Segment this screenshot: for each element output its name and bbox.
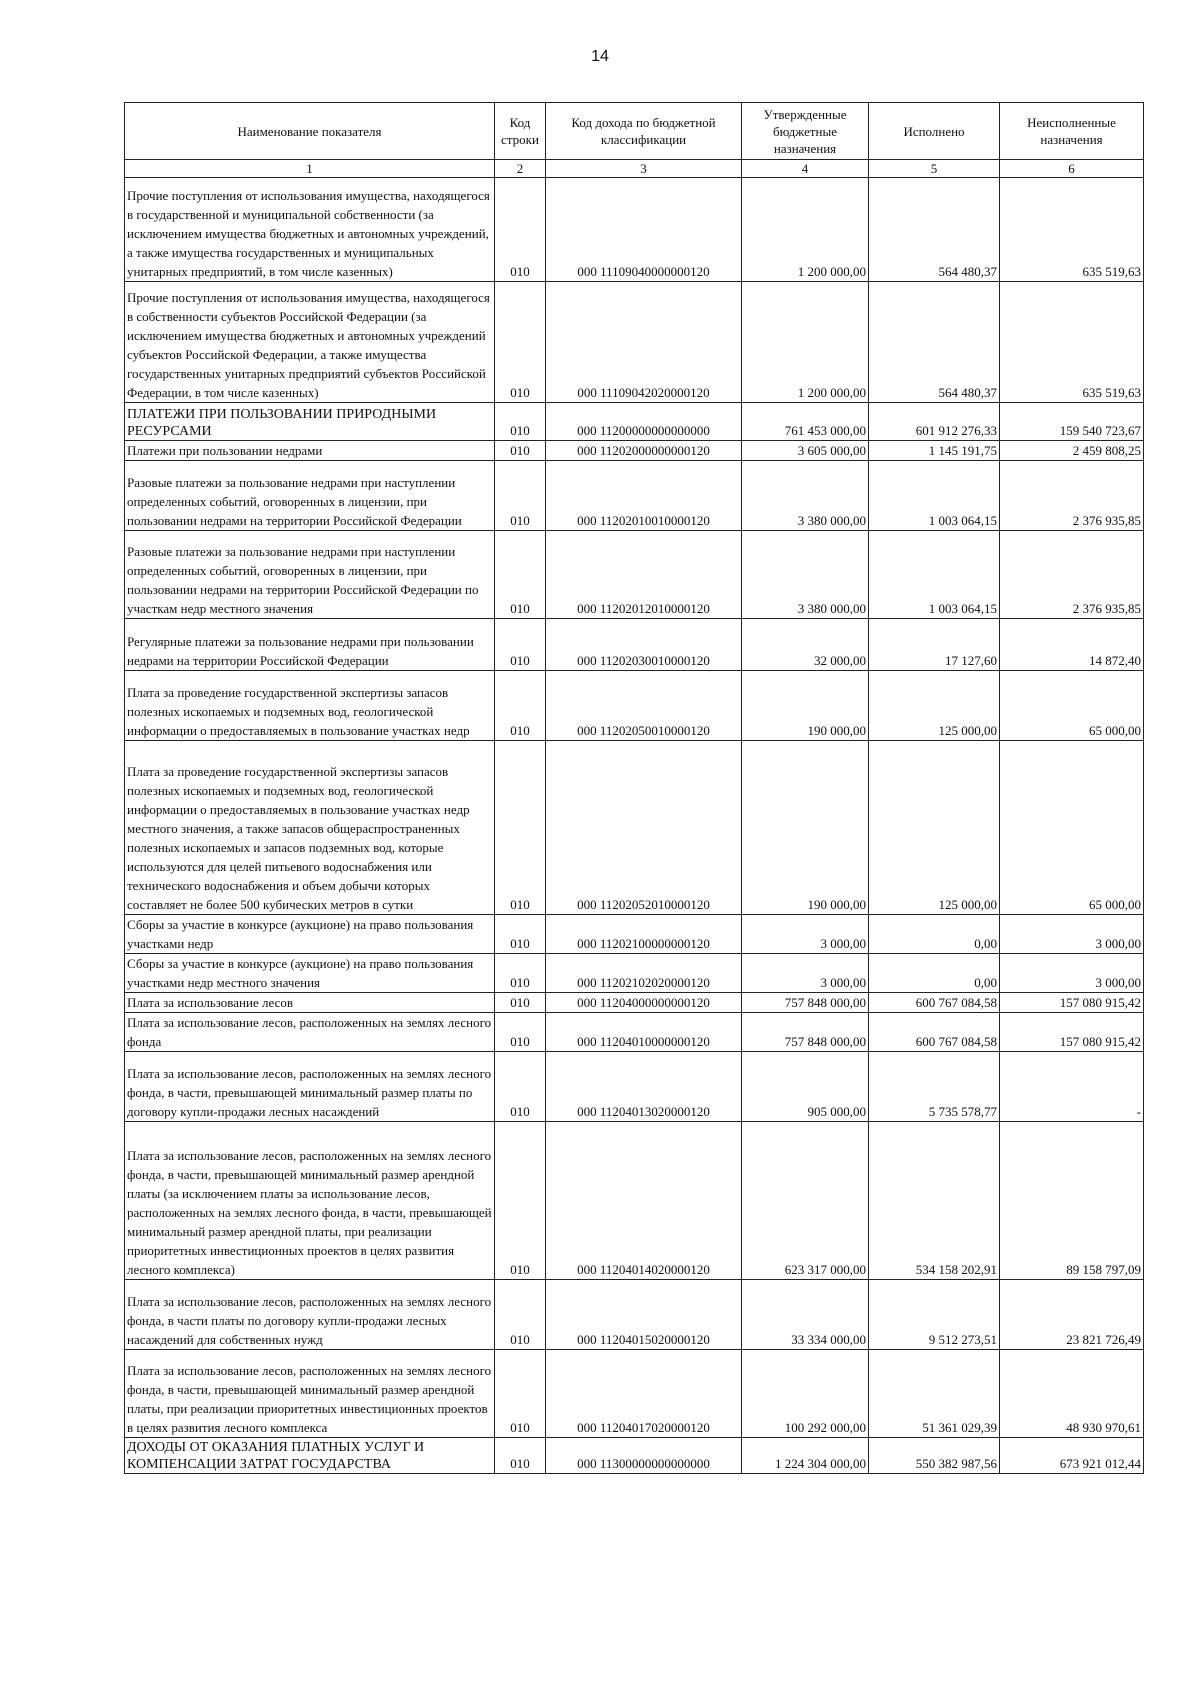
line-code-cell: 010 — [495, 1052, 546, 1122]
table-row — [125, 671, 1144, 741]
indicator-name-cell: Платежи при пользовании недрами — [125, 441, 495, 461]
table-row — [125, 1052, 1144, 1122]
income-code-cell: 000 11204017020000120 — [546, 1350, 742, 1438]
approved-amount-cell: 32 000,00 — [742, 619, 869, 671]
line-code-cell: 010 — [495, 441, 546, 461]
line-code-cell: 010 — [495, 403, 546, 441]
approved-amount-cell: 3 000,00 — [742, 915, 869, 954]
executed-amount-cell: 564 480,37 — [869, 282, 1000, 403]
line-code-cell: 010 — [495, 741, 546, 915]
table-row — [125, 461, 1144, 531]
unexecuted-amount-cell: 14 872,40 — [1000, 619, 1144, 671]
line-code-cell: 010 — [495, 178, 546, 282]
income-code-cell: 000 11204014020000120 — [546, 1122, 742, 1280]
table-row — [125, 1350, 1144, 1438]
approved-amount-cell: 33 334 000,00 — [742, 1280, 869, 1350]
table-row — [125, 1438, 1144, 1474]
header-approved: Утвержденные бюджетные назначения — [742, 103, 869, 160]
approved-amount-cell: 3 380 000,00 — [742, 461, 869, 531]
table-row — [125, 1122, 1144, 1280]
table-row — [125, 1280, 1144, 1350]
line-code-cell: 010 — [495, 1013, 546, 1052]
income-code-cell: 000 11204010000000120 — [546, 1013, 742, 1052]
executed-amount-cell: 125 000,00 — [869, 671, 1000, 741]
line-code-cell: 010 — [495, 461, 546, 531]
unexecuted-amount-cell: - — [1000, 1052, 1144, 1122]
unexecuted-amount-cell: 2 459 808,25 — [1000, 441, 1144, 461]
approved-amount-cell: 905 000,00 — [742, 1052, 869, 1122]
income-code-cell: 000 11204013020000120 — [546, 1052, 742, 1122]
page-number: 14 — [591, 48, 609, 65]
executed-amount-cell: 51 361 029,39 — [869, 1350, 1000, 1438]
unexecuted-amount-cell: 157 080 915,42 — [1000, 1013, 1144, 1052]
unexecuted-amount-cell: 48 930 970,61 — [1000, 1350, 1144, 1438]
unexecuted-amount-cell: 159 540 723,67 — [1000, 403, 1144, 441]
executed-amount-cell: 564 480,37 — [869, 178, 1000, 282]
table-row — [125, 993, 1144, 1013]
unexecuted-amount-cell: 65 000,00 — [1000, 671, 1144, 741]
column-number: 6 — [1000, 160, 1144, 178]
executed-amount-cell: 1 003 064,15 — [869, 531, 1000, 619]
indicator-name-cell: Сборы за участие в конкурсе (аукционе) на право пользования участками недр — [125, 915, 495, 954]
table-row — [125, 282, 1144, 403]
line-code-cell: 010 — [495, 282, 546, 403]
approved-amount-cell: 623 317 000,00 — [742, 1122, 869, 1280]
indicator-name-cell: Плата за использование лесов, расположенных на землях лесного фонда, в части, превышающей минимальный размер арендной платы, при реализации приоритетных инвестиционных проектов в целях развития лесного комплекса — [125, 1350, 495, 1438]
column-numbers-row — [125, 160, 1144, 178]
executed-amount-cell: 9 512 273,51 — [869, 1280, 1000, 1350]
column-number: 5 — [869, 160, 1000, 178]
unexecuted-amount-cell: 65 000,00 — [1000, 741, 1144, 915]
approved-amount-cell: 190 000,00 — [742, 671, 869, 741]
table-row — [125, 441, 1144, 461]
approved-amount-cell: 761 453 000,00 — [742, 403, 869, 441]
approved-amount-cell: 3 000,00 — [742, 954, 869, 993]
table-row — [125, 178, 1144, 282]
approved-amount-cell: 757 848 000,00 — [742, 993, 869, 1013]
indicator-name-cell: Разовые платежи за пользование недрами при наступлении определенных событий, оговоренных в лицензии, при пользовании недрами на территории Российской Федерации — [125, 461, 495, 531]
income-table — [124, 102, 1144, 1474]
line-code-cell: 010 — [495, 954, 546, 993]
income-code-cell: 000 11202010010000120 — [546, 461, 742, 531]
approved-amount-cell: 757 848 000,00 — [742, 1013, 869, 1052]
header-indicator-name: Наименование показателя — [125, 103, 495, 160]
unexecuted-amount-cell: 3 000,00 — [1000, 954, 1144, 993]
income-code-cell: 000 11109040000000120 — [546, 178, 742, 282]
income-code-cell: 000 11202050010000120 — [546, 671, 742, 741]
table-row — [125, 403, 1144, 441]
income-code-cell: 000 11202030010000120 — [546, 619, 742, 671]
executed-amount-cell: 601 912 276,33 — [869, 403, 1000, 441]
executed-amount-cell: 600 767 084,58 — [869, 993, 1000, 1013]
executed-amount-cell: 534 158 202,91 — [869, 1122, 1000, 1280]
indicator-name-cell: Плата за использование лесов, расположенных на землях лесного фонда, в части, превышающей минимальный размер арендной платы (за исключением платы за использование лесов, расположенных на землях лесного фонда, в части, превышающей минимальный размер арендной платы, при реализации приоритетных инвестиционных проектов в целях развития лесного комплекса) — [125, 1122, 495, 1280]
unexecuted-amount-cell: 89 158 797,09 — [1000, 1122, 1144, 1280]
unexecuted-amount-cell: 635 519,63 — [1000, 282, 1144, 403]
unexecuted-amount-cell: 3 000,00 — [1000, 915, 1144, 954]
approved-amount-cell: 1 224 304 000,00 — [742, 1438, 869, 1474]
income-code-cell: 000 11202012010000120 — [546, 531, 742, 619]
unexecuted-amount-cell: 23 821 726,49 — [1000, 1280, 1144, 1350]
indicator-name-cell: Плата за проведение государственной экспертизы запасов полезных ископаемых и подземных вод, геологической информации о предоставляемых в пользование участках недр местного значения, а также запасов общераспространенных полезных ископаемых и запасов подземных вод, которые используются для целей питьевого водоснабжения или технического водоснабжения и объем добычи которых составляет не более 500 кубических метров в сутки — [125, 741, 495, 915]
line-code-cell: 010 — [495, 1350, 546, 1438]
column-number: 2 — [495, 160, 546, 178]
indicator-name-cell: Плата за использование лесов — [125, 993, 495, 1013]
income-code-cell: 000 11202100000000120 — [546, 915, 742, 954]
approved-amount-cell: 190 000,00 — [742, 741, 869, 915]
line-code-cell: 010 — [495, 993, 546, 1013]
line-code-cell: 010 — [495, 619, 546, 671]
income-code-cell: 000 11202102020000120 — [546, 954, 742, 993]
indicator-name-cell: ДОХОДЫ ОТ ОКАЗАНИЯ ПЛАТНЫХ УСЛУГ И КОМПЕНСАЦИИ ЗАТРАТ ГОСУДАРСТВА — [125, 1438, 495, 1474]
executed-amount-cell: 0,00 — [869, 915, 1000, 954]
line-code-cell: 010 — [495, 1122, 546, 1280]
approved-amount-cell: 1 200 000,00 — [742, 178, 869, 282]
header-unexecuted: Неисполненные назначения — [1000, 103, 1144, 160]
column-number: 3 — [546, 160, 742, 178]
table-row — [125, 741, 1144, 915]
executed-amount-cell: 1 003 064,15 — [869, 461, 1000, 531]
indicator-name-cell: Разовые платежи за пользование недрами при наступлении определенных событий, оговоренных в лицензии, при пользовании недрами на территории Российской Федерации по участкам недр местного значения — [125, 531, 495, 619]
table-row — [125, 531, 1144, 619]
indicator-name-cell: Сборы за участие в конкурсе (аукционе) на право пользования участками недр местного значения — [125, 954, 495, 993]
executed-amount-cell: 0,00 — [869, 954, 1000, 993]
table-row — [125, 1013, 1144, 1052]
column-number: 4 — [742, 160, 869, 178]
income-code-cell: 000 11204015020000120 — [546, 1280, 742, 1350]
executed-amount-cell: 600 767 084,58 — [869, 1013, 1000, 1052]
income-code-cell: 000 11109042020000120 — [546, 282, 742, 403]
line-code-cell: 010 — [495, 915, 546, 954]
executed-amount-cell: 17 127,60 — [869, 619, 1000, 671]
approved-amount-cell: 100 292 000,00 — [742, 1350, 869, 1438]
indicator-name-cell: Прочие поступления от использования имущества, находящегося в собственности субъектов Российской Федерации (за исключением имущества бюджетных и автономных учреждений субъектов Российской Федерации, а также имущества государственных унитарных предприятий субъектов Российской Федерации, в том числе казенных) — [125, 282, 495, 403]
income-code-cell: 000 11204000000000120 — [546, 993, 742, 1013]
unexecuted-amount-cell: 157 080 915,42 — [1000, 993, 1144, 1013]
executed-amount-cell: 550 382 987,56 — [869, 1438, 1000, 1474]
approved-amount-cell: 3 605 000,00 — [742, 441, 869, 461]
indicator-name-cell: Регулярные платежи за пользование недрами при пользовании недрами на территории Российской Федерации — [125, 619, 495, 671]
unexecuted-amount-cell: 635 519,63 — [1000, 178, 1144, 282]
indicator-name-cell: Плата за использование лесов, расположенных на землях лесного фонда, в части платы по договору купли-продажи лесных насаждений для собственных нужд — [125, 1280, 495, 1350]
income-code-cell: 000 11200000000000000 — [546, 403, 742, 441]
indicator-name-cell: Плата за использование лесов, расположенных на землях лесного фонда, в части, превышающей минимальный размер платы по договору купли-продажи лесных насаждений — [125, 1052, 495, 1122]
column-number: 1 — [125, 160, 495, 178]
indicator-name-cell: ПЛАТЕЖИ ПРИ ПОЛЬЗОВАНИИ ПРИРОДНЫМИ РЕСУРСАМИ — [125, 403, 495, 441]
line-code-cell: 010 — [495, 1438, 546, 1474]
line-code-cell: 010 — [495, 531, 546, 619]
income-code-cell: 000 11202000000000120 — [546, 441, 742, 461]
approved-amount-cell: 3 380 000,00 — [742, 531, 869, 619]
header-income-code: Код дохода по бюджетной классификации — [546, 103, 742, 160]
header-executed: Исполнено — [869, 103, 1000, 160]
table-row — [125, 954, 1144, 993]
executed-amount-cell: 5 735 578,77 — [869, 1052, 1000, 1122]
unexecuted-amount-cell: 2 376 935,85 — [1000, 461, 1144, 531]
table-body — [125, 160, 1144, 1474]
executed-amount-cell: 1 145 191,75 — [869, 441, 1000, 461]
unexecuted-amount-cell: 673 921 012,44 — [1000, 1438, 1144, 1474]
table-row — [125, 915, 1144, 954]
line-code-cell: 010 — [495, 1280, 546, 1350]
header-line-code: Код строки — [495, 103, 546, 160]
header-row — [125, 103, 1144, 160]
income-code-cell: 000 11202052010000120 — [546, 741, 742, 915]
unexecuted-amount-cell: 2 376 935,85 — [1000, 531, 1144, 619]
indicator-name-cell: Плата за проведение государственной экспертизы запасов полезных ископаемых и подземных вод, геологической информации о предоставляемых в пользование участках недр — [125, 671, 495, 741]
executed-amount-cell: 125 000,00 — [869, 741, 1000, 915]
indicator-name-cell: Прочие поступления от использования имущества, находящегося в государственной и муниципальной собственности (за исключением имущества бюджетных и автономных учреждений, а также имущества государственных и муниципальных унитарных предприятий, в том числе казенных) — [125, 178, 495, 282]
indicator-name-cell: Плата за использование лесов, расположенных на землях лесного фонда — [125, 1013, 495, 1052]
income-code-cell: 000 11300000000000000 — [546, 1438, 742, 1474]
line-code-cell: 010 — [495, 671, 546, 741]
table-row — [125, 619, 1144, 671]
approved-amount-cell: 1 200 000,00 — [742, 282, 869, 403]
